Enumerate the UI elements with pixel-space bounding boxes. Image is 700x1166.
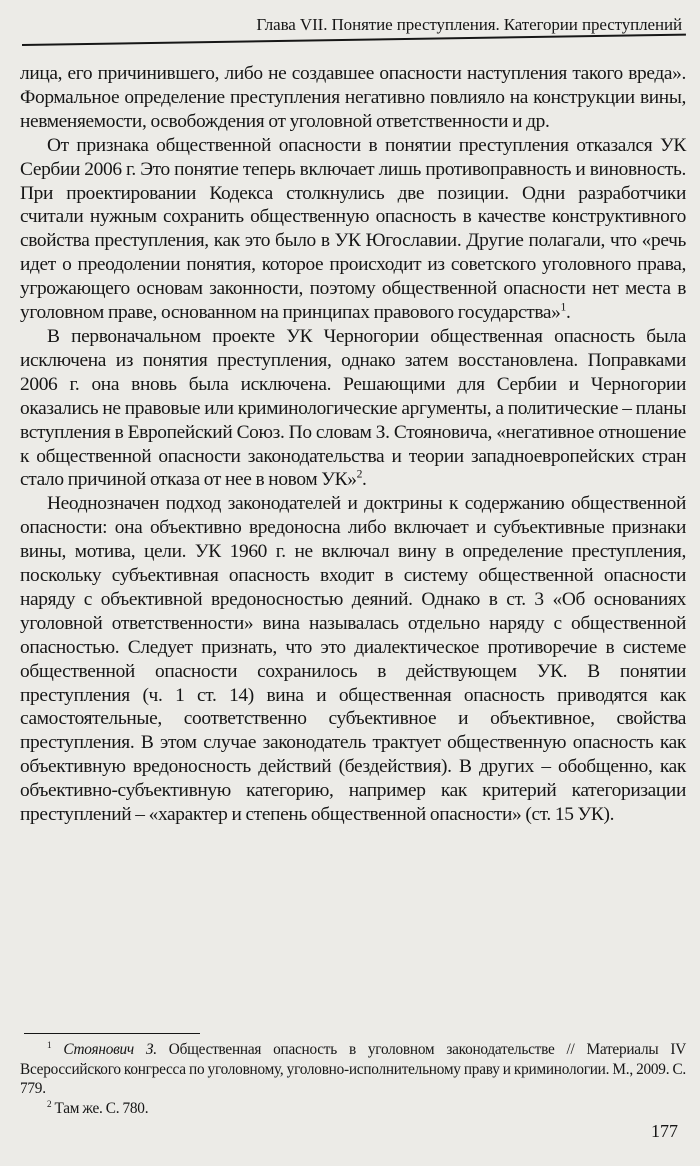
footnote-1-author: Стоянович З. [63, 1041, 157, 1058]
footnote-2 [20, 1099, 686, 1119]
paragraph-2-end: . [565, 302, 571, 324]
paragraph-3-end: . [362, 469, 367, 491]
footnote-1-text: Общественная опасность в уголовном законодательстве // Материалы IV Всероссийского конгресса по уголовному, уголовно-исполнительному праву и криминологии. М., 2009. С. 779. [20, 1041, 686, 1098]
footnote-1 [20, 1040, 686, 1099]
paragraph-2 [20, 134, 686, 325]
footnote-marker-1: 1 [47, 1039, 52, 1050]
footnote-ref-1: 1 [560, 300, 566, 314]
paragraph-4: Неоднозначен подход законодателей и доктрины к содержанию общественной опасности: она объективно вредоносна либо включает и субъективные признаки вины, мотива, цели. УК 1960 г. не включал вину в определение преступления, поскольку субъективная опасность входит в систему общественной опасности наряду с объективной вредоносностью деяний. Однако в ст. 3 «Об основаниях уголовной ответственности» вина называлась отдельно наряду с общественной опасностью. Следует признать, что это диалектическое противоречие в системе общественной опасности сохранилось в действующем УК. В понятии преступления (ч. 1 ст. 14) вина и общественная опасность приводятся как самостоятельные, соответственно субъективное и объективное, свойства преступления. В этом случае законодатель трактует общественную опасность как объективную вредоносность действий (бездействия). В других – обобщенно, как объективно-субъективную категорию, например как критерий категоризации преступлений – «характер и степень общественной опасности» (ст. 15 УК). [20, 493, 686, 826]
running-header: Глава VII. Понятие преступления. Категории преступлений [256, 15, 682, 34]
page-number: 177 [651, 1121, 678, 1141]
footnote-marker-2: 2 [47, 1098, 52, 1109]
paragraph-3-text: В первоначальном проекте УК Черногории общественная опасность была исключена из понятия преступления, однако затем восстановлена. Поправками 2006 г. она вновь была исключена. Решающими для Сербии и Черногории оказались не правовые или криминологические аргументы, а политические – планы вступления в Европейский Союз. По словам З. Стояновича, «негативное отношение к общественной опасности законодательства и теории западноевропейских стран стало причиной отказа от нее в новом УК» [20, 325, 686, 491]
footnote-ref-2: 2 [356, 467, 363, 481]
footnote-rule [24, 1033, 200, 1034]
footnote-2-text: Там же. С. 780. [54, 1099, 149, 1117]
paragraph-3 [20, 325, 686, 492]
footnotes [20, 1040, 686, 1118]
main-text [20, 62, 686, 827]
paragraph-2-text: От признака общественной опасности в понятии преступления отказался УК Сербии 2006 г. Это понятие теперь включает лишь противоправность и виновность. При проектировании Кодекса столкнулись две позиции. Одни разработчики считали нужным сохранить общественную опасность в качестве конструктивного свойства преступления, как это было в УК Югославии. Другие полагали, что «речь идет о преодолении понятия, которое происходит из советского уголовного права, угрожающего основам законности, поэтому общественной опасности нет места в уголовном праве, основанном на принципах правового государства» [20, 134, 686, 324]
paragraph-1: лица, его причинившего, либо не создавшее опасности наступления такого вреда». Формальное определение преступления негативно повлияло на конструкции вины, невменяемости, освобождения от уголовной ответственности и др. [20, 63, 686, 132]
